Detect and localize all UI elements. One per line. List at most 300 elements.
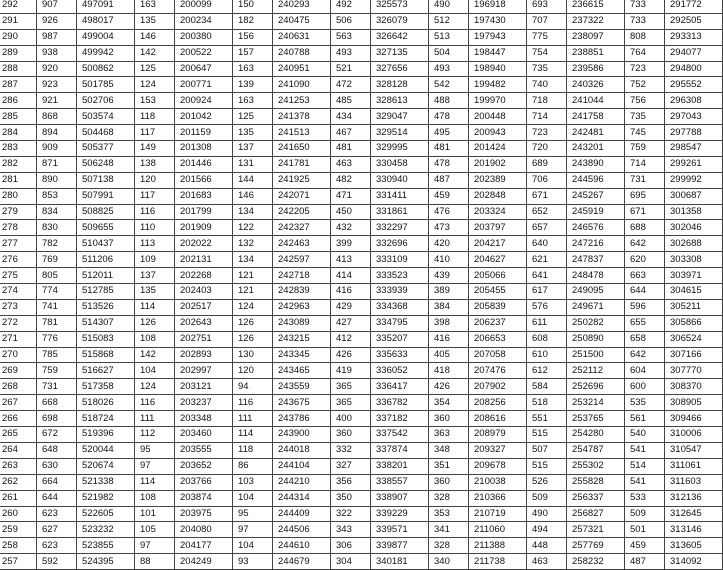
table-cell: 254280 [567, 427, 625, 443]
table-cell: 351 [429, 458, 469, 474]
table-cell: 208256 [469, 395, 527, 411]
table-cell: 305211 [665, 299, 723, 315]
table-cell: 314092 [665, 554, 723, 570]
table-cell: 731 [37, 379, 77, 395]
table-cell: 238851 [567, 45, 625, 61]
table-cell: 776 [37, 331, 77, 347]
table-cell: 330458 [371, 156, 429, 172]
table-cell: 202643 [175, 315, 233, 331]
table-cell: 644 [625, 284, 665, 300]
table-cell: 657 [527, 220, 567, 236]
table-cell: 561 [625, 411, 665, 427]
table-cell: 335633 [371, 347, 429, 363]
table-cell: 208979 [469, 427, 527, 443]
table-cell: 201042 [175, 109, 233, 125]
table-cell: 203237 [175, 395, 233, 411]
table-cell: 240631 [273, 29, 331, 45]
table-cell: 150 [233, 0, 273, 13]
table-cell: 706 [527, 172, 567, 188]
table-cell: 463 [331, 156, 371, 172]
table-cell: 200380 [175, 29, 233, 45]
table-cell: 202022 [175, 236, 233, 252]
table-cell: 261 [0, 490, 37, 506]
table-cell: 592 [37, 554, 77, 570]
table-row [0, 252, 723, 268]
table-cell: 196918 [469, 0, 527, 13]
table-cell: 328128 [371, 77, 429, 93]
table-cell: 243465 [273, 363, 331, 379]
table-cell: 476 [429, 204, 469, 220]
table-cell: 312136 [665, 490, 723, 506]
table-cell: 124 [233, 299, 273, 315]
table-cell: 290 [0, 29, 37, 45]
table-cell: 419 [331, 363, 371, 379]
table-cell: 204217 [469, 236, 527, 252]
table-cell: 707 [527, 13, 567, 29]
table-cell: 731 [625, 172, 665, 188]
table-cell: 242205 [273, 204, 331, 220]
table-cell: 204080 [175, 522, 233, 538]
table-cell: 142 [135, 45, 175, 61]
table-cell: 274 [0, 284, 37, 300]
table-cell: 124 [135, 77, 175, 93]
table-cell: 340181 [371, 554, 429, 570]
table-cell: 740 [527, 77, 567, 93]
table-cell: 689 [527, 156, 567, 172]
table-cell: 305866 [665, 315, 723, 331]
table-cell: 418 [429, 363, 469, 379]
table-cell: 200522 [175, 45, 233, 61]
table-cell: 306524 [665, 331, 723, 347]
table-cell: 275 [0, 268, 37, 284]
table-cell: 360 [331, 427, 371, 443]
table-cell: 518724 [77, 411, 135, 427]
table-cell: 257321 [567, 522, 625, 538]
table-row [0, 363, 723, 379]
table-row [0, 45, 723, 61]
table-cell: 97 [233, 522, 273, 538]
table-cell: 339229 [371, 506, 429, 522]
table-cell: 242597 [273, 252, 331, 268]
table-cell: 459 [429, 188, 469, 204]
table-cell: 241253 [273, 93, 331, 109]
table-cell: 515 [527, 427, 567, 443]
table-cell: 236615 [567, 0, 625, 13]
table-cell: 312645 [665, 506, 723, 522]
table-cell: 203766 [175, 474, 233, 490]
table-cell: 414 [331, 268, 371, 284]
table-row [0, 156, 723, 172]
table-cell: 909 [37, 141, 77, 157]
table-cell: 509 [625, 506, 665, 522]
table-cell: 201424 [469, 141, 527, 157]
table-cell: 733 [625, 0, 665, 13]
table-cell: 516627 [77, 363, 135, 379]
table-cell: 97 [135, 458, 175, 474]
table-cell: 280 [0, 188, 37, 204]
table-cell: 478 [429, 109, 469, 125]
table-cell: 265 [0, 427, 37, 443]
table-cell: 182 [233, 13, 273, 29]
table-cell: 205839 [469, 299, 527, 315]
table-cell: 278 [0, 220, 37, 236]
table-cell: 759 [625, 141, 665, 157]
table-cell: 286 [0, 93, 37, 109]
table-cell: 264 [0, 442, 37, 458]
table-cell: 277 [0, 236, 37, 252]
table-cell: 513526 [77, 299, 135, 315]
table-cell: 199970 [469, 93, 527, 109]
table-cell: 271 [0, 331, 37, 347]
table-cell: 203460 [175, 427, 233, 443]
table-cell: 104 [233, 490, 273, 506]
table-row [0, 474, 723, 490]
table-cell: 360 [429, 411, 469, 427]
table-cell: 775 [527, 29, 567, 45]
table-cell: 257 [0, 554, 37, 570]
table-cell: 240951 [273, 61, 331, 77]
table-cell: 652 [527, 204, 567, 220]
table-cell: 276 [0, 252, 37, 268]
table-cell: 88 [135, 554, 175, 570]
table-cell: 520674 [77, 458, 135, 474]
table-cell: 723 [527, 125, 567, 141]
table-cell: 322 [331, 506, 371, 522]
table-cell: 515 [527, 458, 567, 474]
table-cell: 204249 [175, 554, 233, 570]
table-row [0, 506, 723, 522]
table-cell: 493 [331, 45, 371, 61]
table-cell: 300687 [665, 188, 723, 204]
table-cell: 502706 [77, 93, 135, 109]
table-cell: 507 [527, 442, 567, 458]
table-cell: 202268 [175, 268, 233, 284]
table-cell: 412 [331, 331, 371, 347]
table-cell: 514307 [77, 315, 135, 331]
table-cell: 337542 [371, 427, 429, 443]
table-cell: 93 [233, 554, 273, 570]
table-cell: 426 [429, 379, 469, 395]
table-cell: 206237 [469, 315, 527, 331]
table-cell: 114 [135, 299, 175, 315]
table-cell: 126 [233, 331, 273, 347]
table-cell: 242839 [273, 284, 331, 300]
table-cell: 299261 [665, 156, 723, 172]
table-row [0, 379, 723, 395]
table-cell: 311061 [665, 458, 723, 474]
table-cell: 282 [0, 156, 37, 172]
table-cell: 735 [527, 61, 567, 77]
table-cell: 520044 [77, 442, 135, 458]
table-cell: 926 [37, 13, 77, 29]
table-cell: 723 [625, 61, 665, 77]
table-cell: 243559 [273, 379, 331, 395]
table-cell: 540 [625, 427, 665, 443]
table-cell: 114 [135, 474, 175, 490]
table-cell: 108 [135, 331, 175, 347]
table-cell: 328 [429, 490, 469, 506]
table-row [0, 141, 723, 157]
table-cell: 354 [429, 395, 469, 411]
table-cell: 243675 [273, 395, 331, 411]
table-row [0, 109, 723, 125]
table-row [0, 458, 723, 474]
table-cell: 307770 [665, 363, 723, 379]
table-cell: 389 [429, 284, 469, 300]
table-cell: 890 [37, 172, 77, 188]
table-cell: 671 [625, 204, 665, 220]
table-cell: 521982 [77, 490, 135, 506]
table-cell: 104 [233, 538, 273, 554]
table-cell: 203652 [175, 458, 233, 474]
table-cell: 608 [527, 331, 567, 347]
table-cell: 201159 [175, 125, 233, 141]
table-cell: 243345 [273, 347, 331, 363]
table-cell: 332297 [371, 220, 429, 236]
table-cell: 210719 [469, 506, 527, 522]
table-cell: 241925 [273, 172, 331, 188]
table-cell: 327135 [371, 45, 429, 61]
table-cell: 284 [0, 125, 37, 141]
table-cell: 611 [527, 315, 567, 331]
table-cell: 269 [0, 363, 37, 379]
table-row [0, 268, 723, 284]
table-cell: 244506 [273, 522, 331, 538]
table-cell: 337182 [371, 411, 429, 427]
table-cell: 509 [527, 490, 567, 506]
table-cell: 688 [625, 220, 665, 236]
table-cell: 398 [429, 315, 469, 331]
table-cell: 126 [233, 315, 273, 331]
table-cell: 291 [0, 13, 37, 29]
table-cell: 327656 [371, 61, 429, 77]
table-cell: 306 [331, 538, 371, 554]
table-cell: 745 [625, 125, 665, 141]
table-cell: 302688 [665, 236, 723, 252]
table-cell: 295552 [665, 77, 723, 93]
table-cell: 698 [37, 411, 77, 427]
table-row [0, 538, 723, 554]
table-cell: 604 [625, 363, 665, 379]
table-cell: 627 [37, 522, 77, 538]
table-cell: 201308 [175, 141, 233, 157]
table-cell: 266 [0, 411, 37, 427]
table-cell: 201566 [175, 172, 233, 188]
table-cell: 493 [429, 61, 469, 77]
table-cell: 197430 [469, 13, 527, 29]
table-cell: 118 [135, 109, 175, 125]
table-cell: 478 [429, 156, 469, 172]
table-cell: 250282 [567, 315, 625, 331]
table-cell: 330940 [371, 172, 429, 188]
table-cell: 497091 [77, 0, 135, 13]
table-cell: 350 [331, 490, 371, 506]
table-cell: 584 [527, 379, 567, 395]
table-cell: 211388 [469, 538, 527, 554]
table-cell: 201446 [175, 156, 233, 172]
table-cell: 523855 [77, 538, 135, 554]
table-cell: 200234 [175, 13, 233, 29]
table-cell: 137 [233, 141, 273, 157]
table-cell: 333523 [371, 268, 429, 284]
table-cell: 664 [37, 474, 77, 490]
table-cell: 326079 [371, 13, 429, 29]
table-cell: 285 [0, 109, 37, 125]
table-cell: 923 [37, 77, 77, 93]
table-cell: 255302 [567, 458, 625, 474]
table-cell: 293313 [665, 29, 723, 45]
table-cell: 124 [135, 379, 175, 395]
table-cell: 200943 [469, 125, 527, 141]
table-cell: 240293 [273, 0, 331, 13]
table-cell: 163 [233, 61, 273, 77]
table-cell: 774 [37, 284, 77, 300]
table-cell: 596 [625, 299, 665, 315]
table-cell: 109 [135, 252, 175, 268]
table-cell: 420 [429, 236, 469, 252]
table-cell: 200771 [175, 77, 233, 93]
table-cell: 426 [331, 347, 371, 363]
table-cell: 339877 [371, 538, 429, 554]
table-cell: 500862 [77, 61, 135, 77]
table-cell: 506248 [77, 156, 135, 172]
table-cell: 326642 [371, 29, 429, 45]
table-cell: 640 [527, 236, 567, 252]
table-row [0, 331, 723, 347]
table-cell: 518 [527, 395, 567, 411]
table-cell: 384 [429, 299, 469, 315]
table-cell: 126 [135, 315, 175, 331]
table-cell: 210366 [469, 490, 527, 506]
table-cell: 563 [331, 29, 371, 45]
table-cell: 325573 [371, 0, 429, 13]
table-cell: 254787 [567, 442, 625, 458]
table-cell: 139 [233, 77, 273, 93]
table-cell: 200647 [175, 61, 233, 77]
table-cell: 416 [331, 284, 371, 300]
table-row [0, 172, 723, 188]
table-cell: 207902 [469, 379, 527, 395]
table-row [0, 0, 723, 13]
table-cell: 301358 [665, 204, 723, 220]
table-row [0, 125, 723, 141]
table-cell: 251500 [567, 347, 625, 363]
table-cell: 313146 [665, 522, 723, 538]
table-cell: 332 [331, 442, 371, 458]
table-cell: 156 [233, 29, 273, 45]
table-cell: 144 [233, 172, 273, 188]
table-cell: 337874 [371, 442, 429, 458]
table-cell: 249095 [567, 284, 625, 300]
table-cell: 240326 [567, 77, 625, 93]
table-cell: 507991 [77, 188, 135, 204]
table-cell: 720 [527, 141, 567, 157]
table-cell: 122 [233, 220, 273, 236]
table-cell: 987 [37, 29, 77, 45]
table-cell: 487 [625, 554, 665, 570]
table-cell: 273 [0, 299, 37, 315]
table-cell: 490 [527, 506, 567, 522]
table-cell: 153 [135, 93, 175, 109]
table-cell: 519396 [77, 427, 135, 443]
table-cell: 135 [135, 13, 175, 29]
table-cell: 338907 [371, 490, 429, 506]
table-row [0, 188, 723, 204]
table-cell: 296308 [665, 93, 723, 109]
table-cell: 511206 [77, 252, 135, 268]
table-cell: 304 [331, 554, 371, 570]
table-cell: 498017 [77, 13, 135, 29]
table-cell: 142 [135, 347, 175, 363]
table-cell: 135 [233, 125, 273, 141]
table-cell: 202131 [175, 252, 233, 268]
table-cell: 281 [0, 172, 37, 188]
table-cell: 313605 [665, 538, 723, 554]
table-row [0, 395, 723, 411]
table-cell: 242481 [567, 125, 625, 141]
table-cell: 201799 [175, 204, 233, 220]
table-cell: 116 [135, 395, 175, 411]
table-cell: 672 [37, 427, 77, 443]
table-cell: 163 [233, 93, 273, 109]
table-cell: 243201 [567, 141, 625, 157]
table-cell: 648 [37, 442, 77, 458]
table-cell: 494 [527, 522, 567, 538]
table-cell: 250890 [567, 331, 625, 347]
table-cell: 203797 [469, 220, 527, 236]
table-cell: 472 [331, 77, 371, 93]
table-cell: 245267 [567, 188, 625, 204]
table-cell: 752 [625, 77, 665, 93]
table-cell: 199482 [469, 77, 527, 93]
table-cell: 623 [37, 506, 77, 522]
table-cell: 112 [135, 427, 175, 443]
table-cell: 243900 [273, 427, 331, 443]
table-row [0, 315, 723, 331]
table-cell: 121 [233, 268, 273, 284]
table-cell: 241513 [273, 125, 331, 141]
table-cell: 524395 [77, 554, 135, 570]
table-cell: 600 [625, 379, 665, 395]
table-cell: 920 [37, 61, 77, 77]
table-cell: 508825 [77, 204, 135, 220]
table-cell: 512 [429, 13, 469, 29]
table-cell: 146 [135, 29, 175, 45]
table-cell: 504 [429, 45, 469, 61]
table-cell: 163 [135, 0, 175, 13]
table-cell: 243215 [273, 331, 331, 347]
table-cell: 785 [37, 347, 77, 363]
table-cell: 576 [527, 299, 567, 315]
table-cell: 248478 [567, 268, 625, 284]
table-cell: 623 [37, 538, 77, 554]
table-cell: 336782 [371, 395, 429, 411]
table-cell: 668 [37, 395, 77, 411]
table-cell: 146 [233, 188, 273, 204]
table-cell: 505377 [77, 141, 135, 157]
table-cell: 111 [233, 411, 273, 427]
table-cell: 244314 [273, 490, 331, 506]
table-cell: 241650 [273, 141, 331, 157]
table-cell: 515868 [77, 347, 135, 363]
table-cell: 134 [233, 252, 273, 268]
table-cell: 413 [331, 252, 371, 268]
table-cell: 243890 [567, 156, 625, 172]
table-cell: 303308 [665, 252, 723, 268]
table-cell: 291772 [665, 0, 723, 13]
table-cell: 328 [429, 538, 469, 554]
table-cell: 242718 [273, 268, 331, 284]
